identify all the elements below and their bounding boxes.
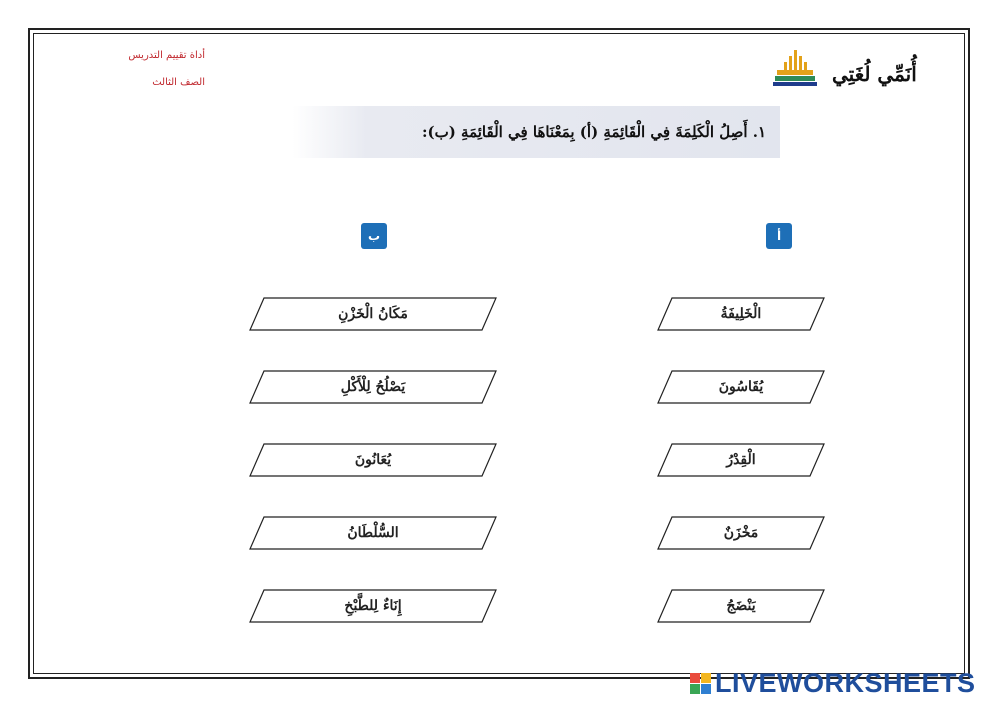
stacked-books-icon [770,40,820,90]
question-instruction: ١. أَصِلُ الْكَلِمَةَ فِي الْقَائِمَةِ (أ) بِمَعْنَاهَا فِي الْقَائِمَةِ (ب): [250,106,780,158]
list-b-item-3[interactable]: يُعَانُونَ [248,443,498,477]
list-a-item-3[interactable]: الْقِدْرُ [656,443,826,477]
list-b-item-4[interactable]: السُّلْطَانُ [248,516,498,550]
liveworksheets-logo-icon [690,673,711,694]
list-b-item-1[interactable]: مَكَانُ الْخَزْنِ [248,297,498,331]
list-b-item-2[interactable]: يَصْلُحُ لِلْأَكْلِ [248,370,498,404]
liveworksheets-logo[interactable] [690,668,976,698]
list-a-item-2[interactable]: يُقَاسُونَ [656,370,826,404]
column-a-label: أ [766,223,792,249]
list-a-item-4[interactable]: مَخْزَنٌ [656,516,826,550]
list-a-item-1[interactable]: الْخَلِيفَةُ [656,297,826,331]
brand-title: أُنَمِّي لُغَتِي [832,62,917,86]
list-a-item-5[interactable]: يَنْضَجُ [656,589,826,623]
tool-title: أداة تقييم التدريس [128,50,205,61]
liveworksheets-logo-text: LIVEWORKSHEETS [715,667,976,698]
list-b-item-5[interactable]: إِنَاءٌ لِلطَّبْخِ [248,589,498,623]
column-b-label: ب [361,223,387,249]
grade-label: الصف الثالث [152,77,205,88]
